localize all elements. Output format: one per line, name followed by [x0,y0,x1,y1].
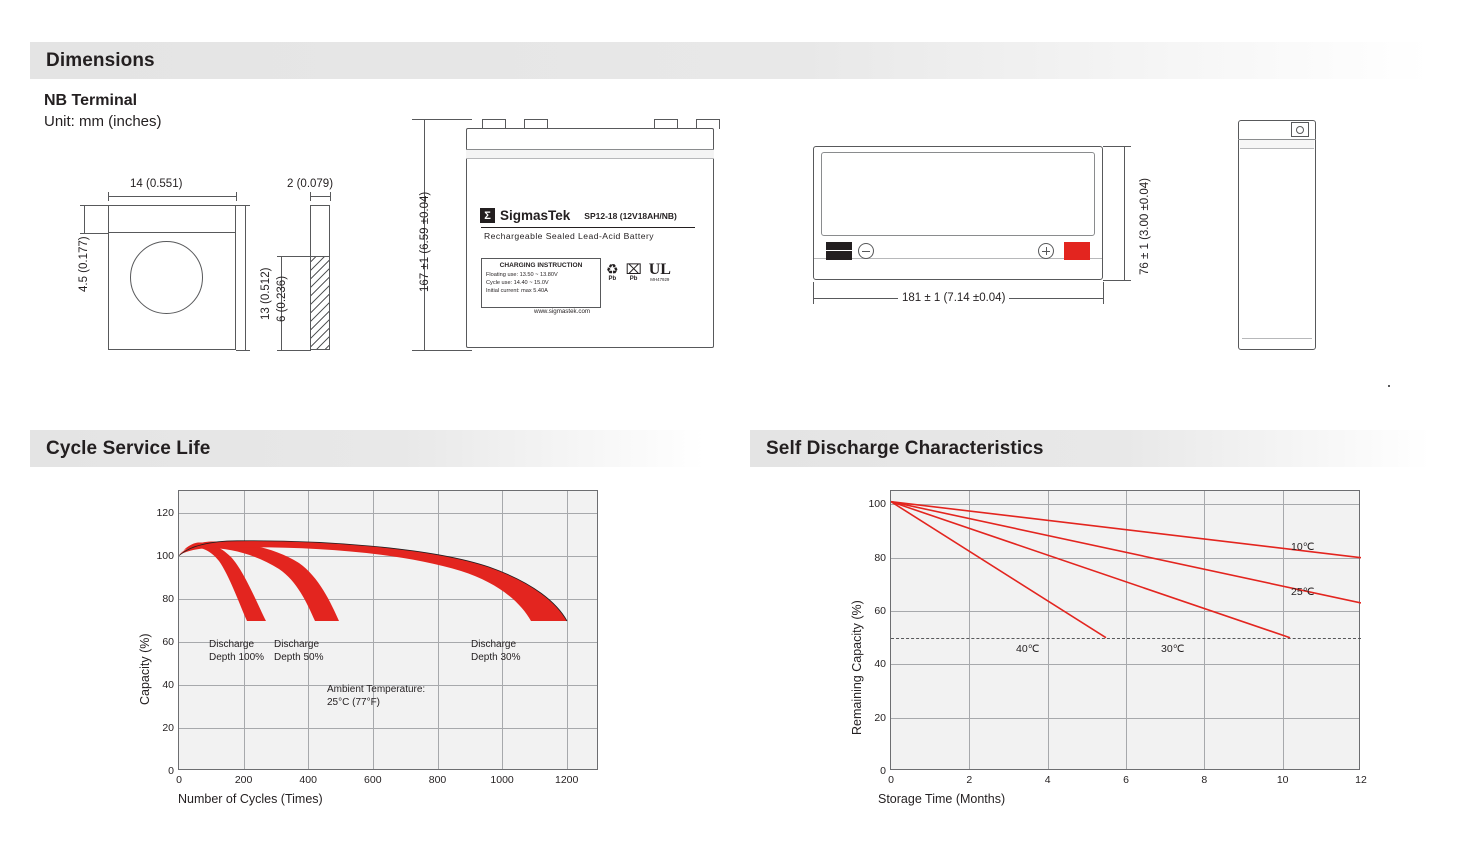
cycle-plot-area [156,490,598,786]
self-y-axis-title: Remaining Capacity (%) [850,600,864,735]
negative-terminal-split [826,250,852,251]
x-tick-label: 0 [888,774,894,786]
terminal-hole-circle [130,241,203,314]
annotation-depth-50: Discharge Depth 50% [274,639,324,663]
x-tick-label: 4 [1044,774,1051,786]
dim-tick [310,192,311,201]
dim-battery-top-length: 181 ± 1 (7.14 ±0.04) [898,292,1009,304]
dim-tick [330,192,331,201]
x-tick-label: 0 [176,774,182,786]
negative-terminal [826,242,852,260]
dim-line-terminal-height [245,205,246,350]
vent-cap-hole-icon [1296,126,1304,134]
y-tick-label: 40 [162,678,174,691]
battery-side-view [1238,120,1316,350]
y-tick-label: 20 [162,721,174,734]
x-tick-label: 1000 [490,774,514,786]
dim-terminal-width: 14 (0.551) [130,178,183,190]
dim-ext [412,350,472,351]
battery-front-lid [466,128,714,150]
self-discharge-lines [891,491,1361,771]
dim-terminal-lip: 4.5 (0.177) [78,236,90,292]
positive-terminal [1064,242,1090,260]
dim-ext [236,205,250,206]
battery-top-terminal-strip [814,258,1102,280]
x-tick-label: 6 [1123,774,1129,786]
cycle-y-axis-title: Capacity (%) [138,633,152,705]
y-tick-label: 100 [156,549,174,562]
battery-top-recess [821,152,1095,236]
dim-battery-top-width: 76 ± 1 (3.00 ±0.04) [1139,177,1151,275]
charging-line-cycle: Cycle use: 14.40 ~ 15.0V [486,280,549,287]
y-tick-label: 120 [156,506,174,519]
y-tick-label: 60 [874,605,886,617]
cycle-curves [179,491,599,771]
x-tick-label: 8 [1201,774,1208,786]
self-discharge-chart [750,480,1430,820]
annotation-ambient-temperature: Ambient Temperature: 25°C (77°F) [327,684,426,708]
battery-front-lid-rim [466,150,714,159]
model-number: SP12-18 (12V18AH/NB) [584,210,677,221]
plus-polarity-icon [1038,243,1054,259]
y-tick-label: 80 [162,592,174,605]
self-x-axis-title: Storage Time (Months) [878,792,1006,806]
dim-ext [236,350,250,351]
page-dot [1388,385,1390,387]
dim-battery-front-height: 167 ±1 (6.59 ±0.04) [419,191,431,292]
x-tick-label: 600 [364,774,382,786]
annotation-depth-30: Discharge Depth 30% [471,639,521,663]
series-label-10c: 10℃ [1291,541,1315,553]
dim-terminal-thickness: 2 (0.079) [287,178,334,190]
series-label-30c: 30℃ [1161,643,1185,655]
line-40c [891,502,1106,638]
dim-ext [1103,280,1131,281]
dim-tick [108,192,109,201]
self-discharge-plot-area [868,490,1367,786]
dim-terminal-height: 13 (0.512) [260,267,272,320]
section-title: Cycle Service Life [46,437,211,459]
y-tick-label: 0 [880,765,886,777]
brand-name: SigmasTek [500,208,571,223]
dim-ext [80,205,108,206]
terminal-top-view-lip [108,205,236,233]
y-tick-label: 100 [868,498,886,511]
dim-ext [412,119,472,120]
cycle-service-life-chart [30,480,710,820]
nb-terminal-label: NB Terminal [44,92,138,109]
x-tick-label: 200 [234,774,253,786]
battery-label-subtitle: Rechargeable Sealed Lead-Acid Battery [484,231,655,241]
ul-mark-icon: UL MH47929 [648,261,671,282]
annotation-depth-100: Discharge Depth 100% [209,639,265,663]
dim-terminal-side-height: 6 (0.236) [276,275,288,322]
section-header-dimensions [30,42,1430,79]
recycle-icon: ♻ Pb [606,261,619,282]
x-tick-label: 10 [1276,774,1289,786]
dim-line-terminal-thickness [310,196,330,197]
terminal-side-hatch [310,256,330,350]
battery-label-logo-row [480,208,700,223]
label-icon-row [606,262,671,282]
dim-line-terminal-lip [84,205,85,233]
x-tick-label: 12 [1355,774,1367,786]
line-30c [891,502,1290,638]
y-tick-label: 80 [874,551,886,564]
y-tick-label: 0 [168,765,174,777]
charging-instruction-box [481,258,601,308]
unit-label: Unit: mm (inches) [44,113,162,130]
minus-polarity-icon [858,243,874,259]
no-trash-icon: ⌧ Pb [625,261,642,282]
series-label-25c: 25℃ [1291,586,1315,598]
sigmastek-logo-icon: Σ [480,208,495,223]
y-tick-label: 20 [874,711,886,724]
dim-tick [236,192,237,201]
dim-ext [1103,282,1104,304]
y-tick-label: 60 [162,635,174,648]
charging-line-initial-current: Initial current: max 5.40A [486,288,548,295]
cycle-x-axis-title: Number of Cycles (Times) [178,792,323,806]
label-divider [481,227,695,228]
website-url: www.sigmastek.com [534,308,591,315]
charging-line-floating: Floating use: 13.50 ~ 13.80V [486,272,558,278]
x-tick-label: 2 [966,774,973,786]
section-header-cycle-service-life [30,430,705,467]
charging-instruction-title: CHARGING INSTRUCTION [499,262,583,269]
dim-ext [80,233,108,234]
x-tick-label: 800 [428,774,447,786]
series-label-40c: 40℃ [1016,643,1040,655]
x-tick-label: 1200 [555,774,579,786]
section-header-self-discharge [750,430,1430,467]
battery-side-base-line [1242,338,1312,339]
section-title: Self Discharge Characteristics [766,437,1044,459]
dim-ext [1103,146,1131,147]
dim-ext [277,350,311,351]
dim-ext [813,282,814,304]
y-tick-label: 40 [874,658,886,671]
dim-ext [277,256,311,257]
dim-line-battery-width [1124,146,1125,280]
dim-line-terminal-width [108,196,236,197]
battery-side-lid-rim [1240,140,1314,149]
x-tick-label: 400 [299,774,317,786]
section-title: Dimensions [46,49,155,71]
